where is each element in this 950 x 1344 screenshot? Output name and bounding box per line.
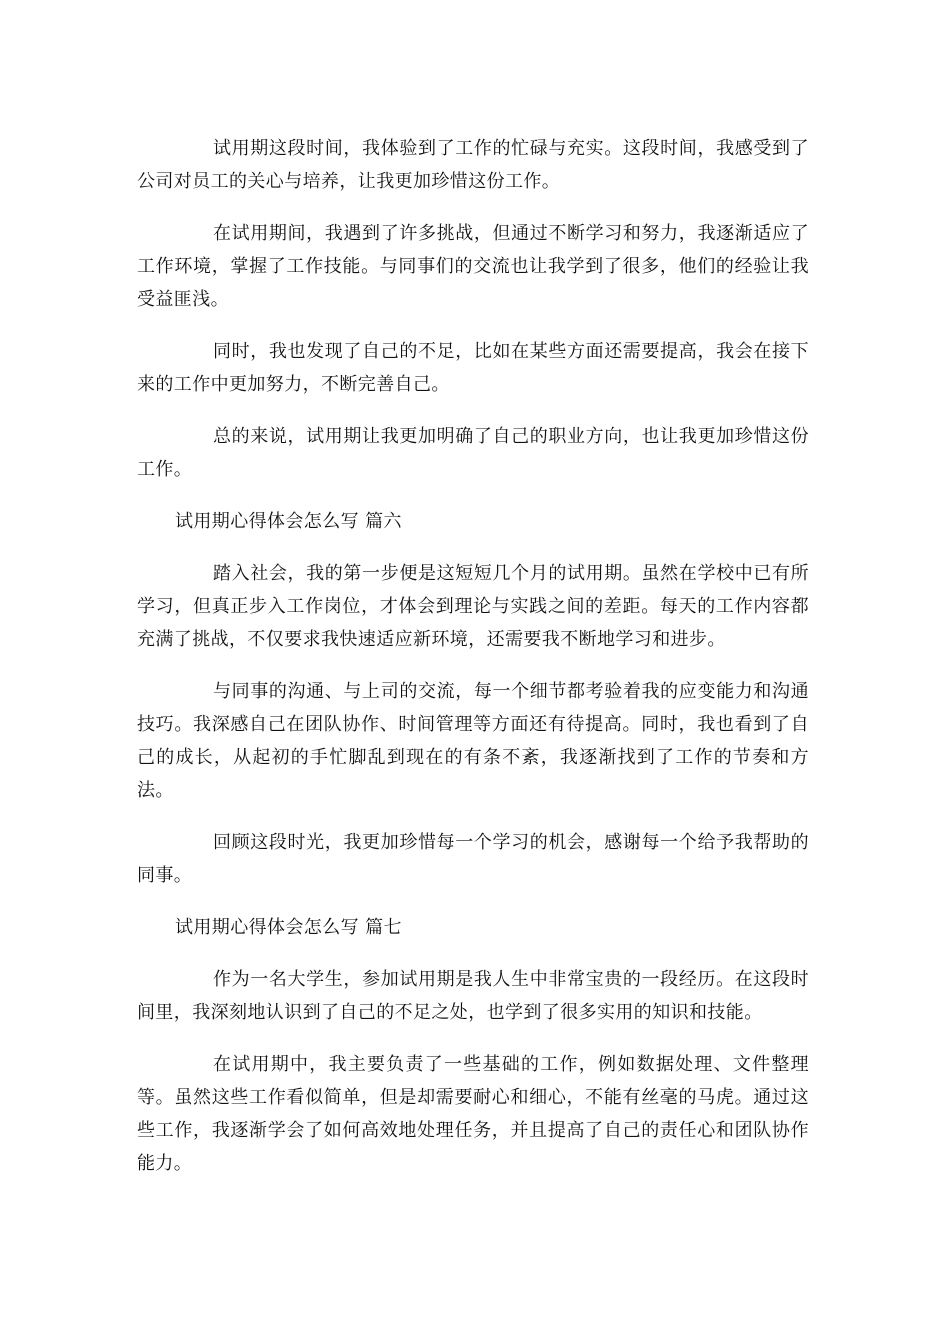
paragraph-7: 回顾这段时光，我更加珍惜每一个学习的机会，感谢每一个给予我帮助的同事。 [137,832,809,886]
paragraph-9: 在试用期中，我主要负责了一些基础的工作，例如数据处理、文件整理等。虽然这些工作看似简单，但是却需要耐心和细心，不能有丝毫的马虎。通过这些工作，我逐渐学会了如何高效地处理任务，并且提高了自己的责任心和团队协作能力。 [137,1054,809,1174]
paragraph-3: 同时，我也发现了自己的不足，比如在某些方面还需要提高，我会在接下来的工作中更加努力，不断完善自己。 [137,341,809,395]
document-body [137,132,809,1199]
paragraph-4: 总的来说，试用期让我更加明确了自己的职业方向，也让我更加珍惜这份工作。 [137,426,809,480]
paragraph-1: 试用期这段时间，我体验到了工作的忙碌与充实。这段时间，我感受到了公司对员工的关心与培养，让我更加珍惜这份工作。 [137,138,809,192]
paragraph-5: 踏入社会，我的第一步便是这短短几个月的试用期。虽然在学校中已有所学习，但真正步入工作岗位，才体会到理论与实践之间的差距。每天的工作内容都充满了挑战，不仅要求我快速适应新环境，还需要我不断地学习和进步。 [137,563,809,650]
paragraph-2: 在试用期间，我遇到了许多挑战，但通过不断学习和努力，我逐渐适应了工作环境，掌握了工作技能。与同事们的交流也让我学到了很多，他们的经验让我受益匪浅。 [137,223,809,310]
paragraph-6: 与同事的沟通、与上司的交流，每一个细节都考验着我的应变能力和沟通技巧。我深感自己在团队协作、时间管理等方面还有待提高。同时，我也看到了自己的成长，从起初的手忙脚乱到现在的有条不紊，我逐渐找到了工作的节奏和方法。 [137,681,809,801]
paragraph-8: 作为一名大学生，参加试用期是我人生中非常宝贵的一段经历。在这段时间里，我深刻地认识到了自己的不足之处，也学到了很多实用的知识和技能。 [137,969,809,1023]
section-heading-6: 试用期心得体会怎么写 篇六 [175,511,402,532]
section-heading-7: 试用期心得体会怎么写 篇七 [175,917,402,938]
